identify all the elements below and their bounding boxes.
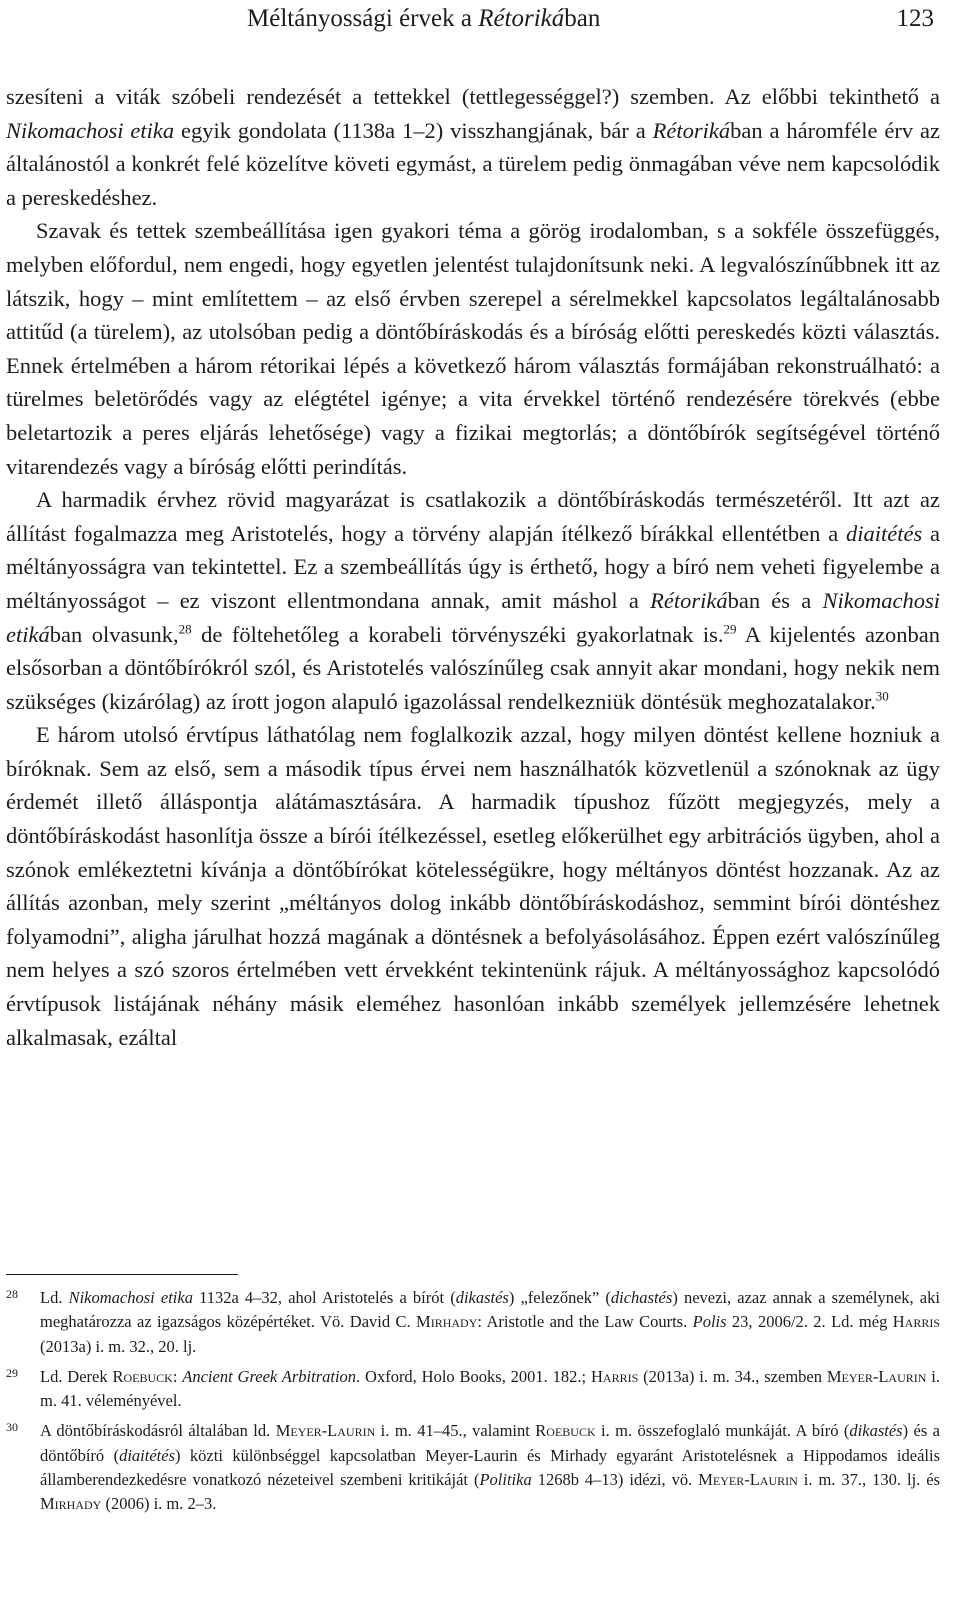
footnote-separator bbox=[6, 1274, 238, 1275]
page-header bbox=[0, 0, 960, 40]
body-text bbox=[6, 80, 940, 1054]
footnote-28: 28 Ld. Nikomachosi etika 1132a 4–32, ahol Aristotelés a bírót (dikastés) „felezőnek” (dichastés) nevezi, azaz annak a személynek, aki meghatározza az igazságos középértéket. Vö. David C. Mirhady: Aristotle and the Law Courts. Polis 23, 2006/2. 2. Ld. még Harris (2013a) i. m. 32., 20. lj. bbox=[6, 1286, 940, 1359]
footnotes bbox=[6, 1286, 940, 1517]
running-title-italic: Rétoriká bbox=[478, 5, 565, 32]
running-title bbox=[247, 5, 600, 33]
footnote-ref-28[interactable]: 28 bbox=[178, 621, 192, 636]
footnote-number: 30 bbox=[6, 1420, 18, 1435]
paragraph-1: szesíteni a viták szóbeli rendezését a tettekkel (tettlegességgel?) szemben. Az előbbi tekinthető a Nikomachosi etika egyik gondolata (1138a 1–2) visszhangjának, bár a Rétorikában a háromféle érv az általánostól a konkrét felé közelítve követi egymást, a türelem pedig önmagában véve nem kapcsolódik a pereskedéshez. bbox=[6, 84, 941, 210]
footnote-ref-29[interactable]: 29 bbox=[723, 621, 737, 636]
footnote-30: 30 A döntőbíráskodásról általában ld. Meyer-Laurin i. m. 41–45., valamint Roebuck i. m. összefoglaló munkáját. A bíró (dikastés) és a döntőbíró (diaitétés) közti különbséggel kapcsolatban Meyer-Laurin és Mirhady egyaránt Aristotelésnek a Hippodamos ideális államberendezkedésre vonatkozó nézeteivel szembeni kritikáját (Politika 1268b 4–13) idézi, vö. Meyer-Laurin i. m. 37., 130. lj. és Mirhady (2006) i. m. 2–3. bbox=[6, 1419, 940, 1516]
paragraph-2: Szavak és tettek szembeállítása igen gyakori téma a görög irodalomban, s a sokféle összefüggés, melyben előfordul, nem engedi, hogy egyetlen jelentést tulajdonítsunk neki. A legvalószínűbbnek itt az látszik, hogy – mint említettem – az első érvben szerepel a sérelmekkel kapcsolatos legáltalánosabb attitűd (a türelem), az utolsóban pedig a döntőbíráskodás és a bíróság előtti pereskedés közti választás. Ennek értelmében a három rétorikai lépés a következő három választás formájában rekonstruálható: a türelmes beletörődés vagy az elégtétel igénye; a vita érvekkel történő rendezésére törekvés (ebbe beletartozik a peres eljárás lehetősége) vagy a fizikai megtorlás; a döntőbírók segítségével történő vitarendezés vagy a bíróság előtti perindítás. bbox=[6, 218, 940, 479]
page-number: 123 bbox=[896, 5, 934, 32]
running-title-text: Méltányossági érvek a bbox=[247, 5, 479, 32]
footnote-number: 29 bbox=[6, 1365, 18, 1380]
paragraph-4: E három utolsó érvtípus láthatólag nem foglalkozik azzal, hogy milyen döntést kellene hozniuk a bíróknak. Sem az első, sem a második típus érvei nem használhatók közvetlenül a szónoknak az ügy érdemét illető álláspontja alátámasztására. A harmadik típushoz fűzött megjegyzés, mely a döntőbíráskodást hasonlítja össze a bírói ítélkezéssel, esetleg előkerülhet egy arbitrációs ügyben, ahol a szónok emlékeztetni kívánja a döntőbírókat kötelességükre, hogy méltányos döntést hozzanak. Az az állítás azonban, mely szerint „méltányos dolog inkább döntőbíráskodáshoz, semmint bírói döntéshez folyamodni”, aligha járulhat hozzá magának a döntésnek a befolyásolásához. Éppen ezért valószínűleg nem helyes a szó szoros értelmében vett érvekként tekintenünk rájuk. A méltányossághoz kapcsolódó érvtípusok listájának néhány másik eleméhez hasonlóan inkább személyek jellemzésére lehetnek alkalmasak, ezáltal bbox=[6, 722, 940, 1050]
paragraph-3: A harmadik érvhez rövid magyarázat is csatlakozik a döntőbíráskodás természetéről. Itt azt az állítást fogalmazza meg Aristotelés, hogy a törvény alapján ítélkező bírákkal ellentétben a diaitétés a méltányosságra van tekintettel. Ez a szembeállítás úgy is érthető, hogy a bíró nem veheti figyelembe a méltányosságot – ez viszont ellentmondana annak, amit máshol a Rétorikában és a Nikomachosi etikában olvasunk,$^{28}$ de föltehetőleg a korabeli törvényszéki gyakorlatnak is.$^{29}$ A kijelentés azonban elsősorban a döntőbírókról szól, és Aristotelés valószínűleg csak annyit akar mondani, hogy nekik nem szükséges (kizárólag) az írott jogon alapuló igazolással rendelkezniük döntésük meghozatalakor.$^{30}$ bbox=[6, 487, 941, 714]
footnote-number: 28 bbox=[6, 1287, 18, 1301]
running-title-text-end: ban bbox=[564, 5, 601, 32]
footnote-ref-30[interactable]: 30 bbox=[875, 688, 889, 704]
footnote-29: 29 Ld. Derek Roebuck: Ancient Greek Arbitration. Oxford, Holo Books, 2001. 182.; Harris (2013a) i. m. 34., szemben Meyer-Laurin i. m. 41. véleményével. bbox=[6, 1365, 940, 1414]
